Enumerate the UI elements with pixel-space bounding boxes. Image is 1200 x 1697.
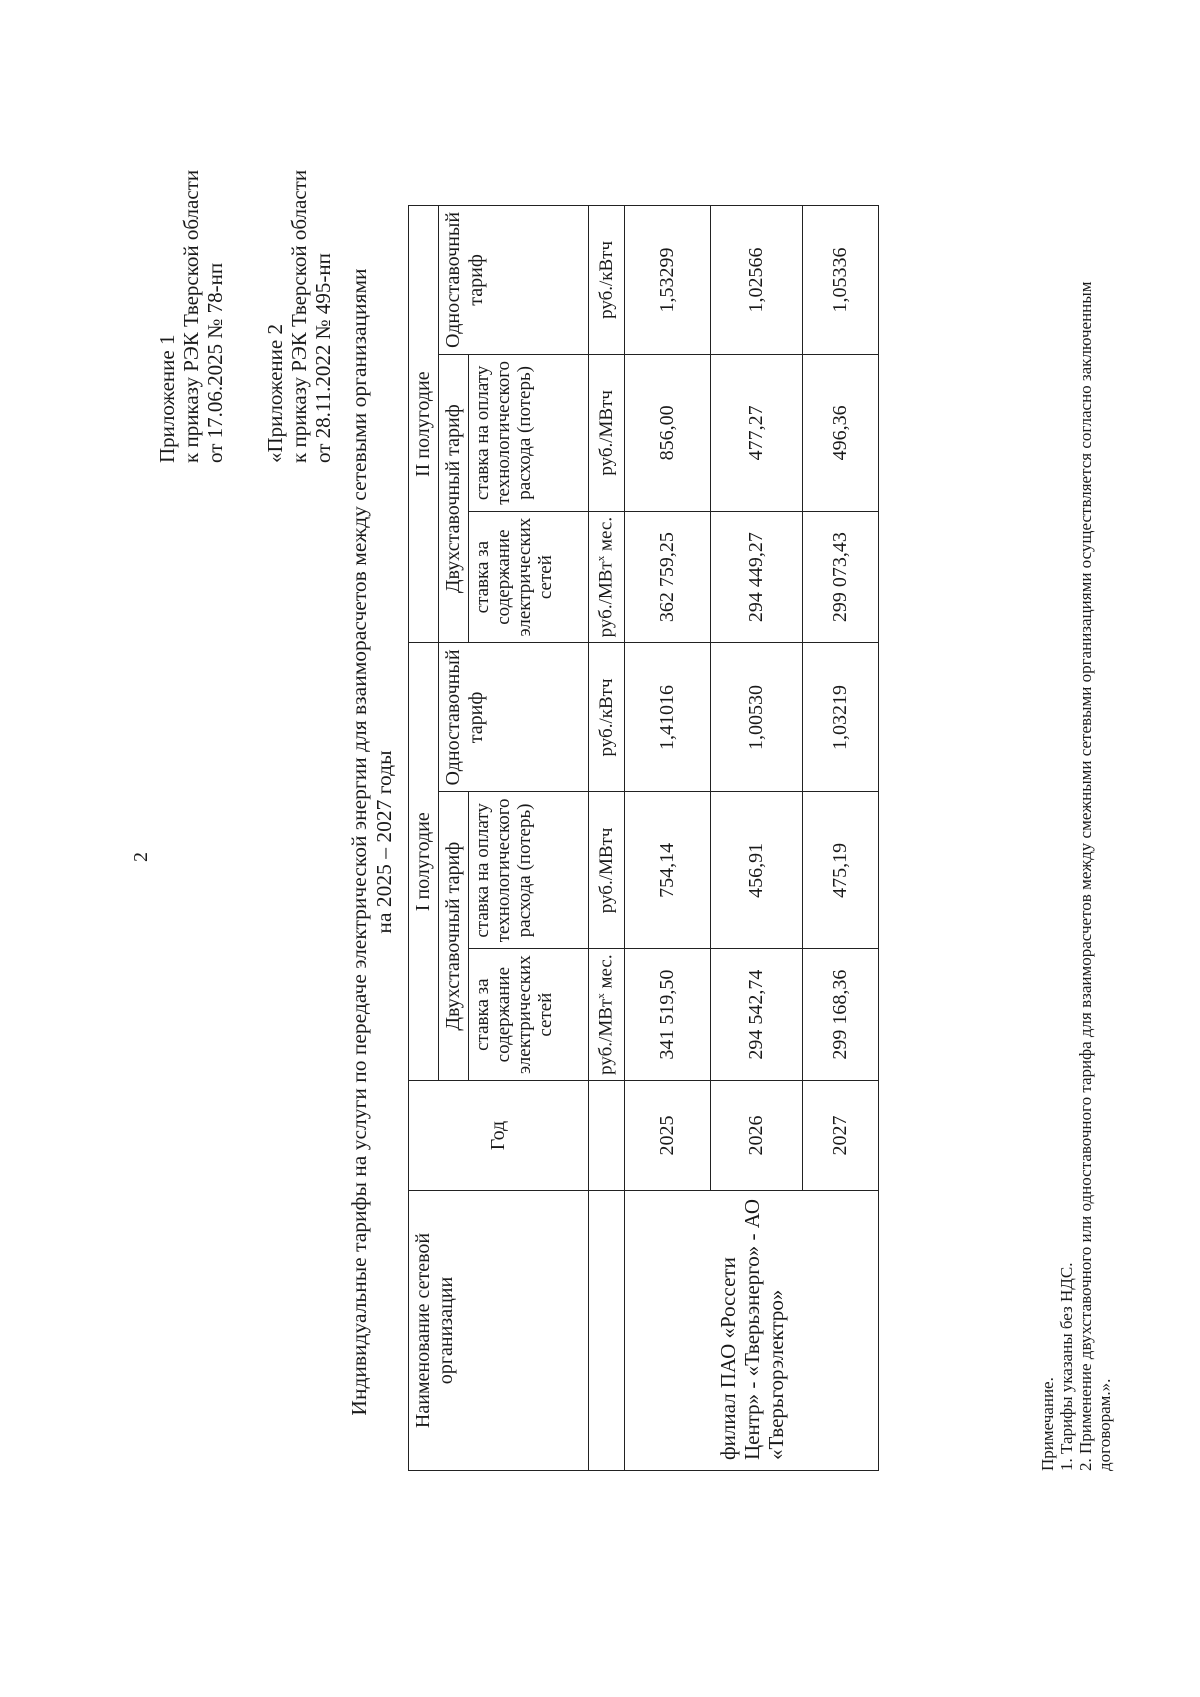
units-org-empty [589, 1191, 625, 1471]
notes-item-2: 2. Применение двухставочного или одноставочного тарифа для взаиморасчетов между смежными сетевыми организациями осуществляется согласно заключенным [1076, 281, 1095, 1471]
year-cell: 2026 [711, 1081, 803, 1191]
annex-1-line-1: Приложение 1 [155, 334, 179, 463]
annex-2-line-2: к приказу РЭК Тверской области [287, 169, 311, 463]
half-1-maintenance-cell: 299 168,36 [803, 949, 879, 1081]
half-2-maintenance-cell: 294 449,27 [711, 511, 803, 643]
header-half-2-loss-rate: ставка на оплату технологического расхода (потерь) [469, 354, 589, 511]
header-half-1-maintenance-rate: ставка за содержание электрических сетей [469, 949, 589, 1081]
unit-half-1-loss: руб./МВтч [589, 792, 625, 949]
half-1-maintenance-cell: 294 542,74 [711, 949, 803, 1081]
half-2-one-rate-cell: 1,02566 [711, 205, 803, 354]
half-1-loss-cell: 754,14 [625, 792, 711, 949]
annex-1-header [155, 170, 227, 463]
header-year: Год [409, 1081, 589, 1191]
unit-half-2-one-rate: руб./кВтч [589, 205, 625, 354]
document-title [347, 192, 397, 1492]
notes-item-1: 1. Тарифы указаны без НДС. [1057, 1262, 1076, 1471]
half-1-maintenance-cell: 341 519,50 [625, 949, 711, 1081]
half-2-one-rate-cell: 1,05336 [803, 205, 879, 354]
page-number: 2 [130, 852, 152, 862]
tariff-table [408, 205, 879, 1471]
notes-item-2-continued: договорам.». [1095, 1378, 1114, 1471]
year-cell: 2025 [625, 1081, 711, 1191]
units-year-empty [589, 1081, 625, 1191]
unit-half-2-loss: руб./МВтч [589, 354, 625, 511]
unit-half-1-maintenance: руб./МВт$^х$ мес. [589, 949, 625, 1081]
notes-title: Примечание. [1038, 1377, 1057, 1471]
annex-2-header [263, 170, 335, 463]
half-1-loss-cell: 475,19 [803, 792, 879, 949]
header-half-2-one-rate: Одноставочный тариф [439, 205, 589, 354]
annex-1-line-2: к приказу РЭК Тверской области [179, 169, 203, 463]
half-1-one-rate-cell: 1,41016 [625, 643, 711, 792]
half-1-one-rate-cell: 1,00530 [711, 643, 803, 792]
notes [1038, 282, 1114, 1471]
annex-2-line-3: от 28.11.2022 № 495-нп [311, 253, 335, 463]
table-row [625, 205, 711, 1470]
year-cell: 2027 [803, 1081, 879, 1191]
header-half-1-two-rate: Двухставочный тариф [439, 792, 469, 1081]
half-2-loss-cell: 496,36 [803, 354, 879, 511]
unit-half-1-one-rate: руб./кВтч [589, 643, 625, 792]
header-half-2-maintenance-rate: ставка за содержание электрических сетей [469, 511, 589, 643]
header-org-name: Наименование сетевой организации [409, 1191, 589, 1471]
half-2-maintenance-cell: 362 759,25 [625, 511, 711, 643]
half-2-maintenance-cell: 299 073,43 [803, 511, 879, 643]
half-2-loss-cell: 477,27 [711, 354, 803, 511]
half-2-one-rate-cell: 1,53299 [625, 205, 711, 354]
header-half-2-two-rate: Двухставочный тариф [439, 354, 469, 643]
title-line-1: Индивидуальные тарифы на услуги по передаче электрической энергии для взаиморасчетов между сетевыми организациями [347, 268, 371, 1416]
header-half-2: II полугодие [409, 205, 439, 643]
annex-2-line-1: «Приложение 2 [263, 324, 287, 463]
annex-1-line-3: от 17.06.2025 № 78-нп [203, 262, 227, 463]
half-1-one-rate-cell: 1,03219 [803, 643, 879, 792]
half-1-loss-cell: 456,91 [711, 792, 803, 949]
unit-half-2-maintenance: руб./МВт$^х$ мес. [589, 511, 625, 643]
header-half-1: I полугодие [409, 643, 439, 1081]
half-2-loss-cell: 856,00 [625, 354, 711, 511]
org-name-cell: филиал ПАО «Россети Центр» - «Тверьэнерго» - АО «Тверьгорэлектро» [625, 1191, 879, 1471]
header-half-1-one-rate: Одноставочный тариф [439, 643, 589, 792]
header-half-1-loss-rate: ставка на оплату технологического расхода (потерь) [469, 792, 589, 949]
title-line-2: на 2025 – 2027 годы [372, 750, 396, 934]
